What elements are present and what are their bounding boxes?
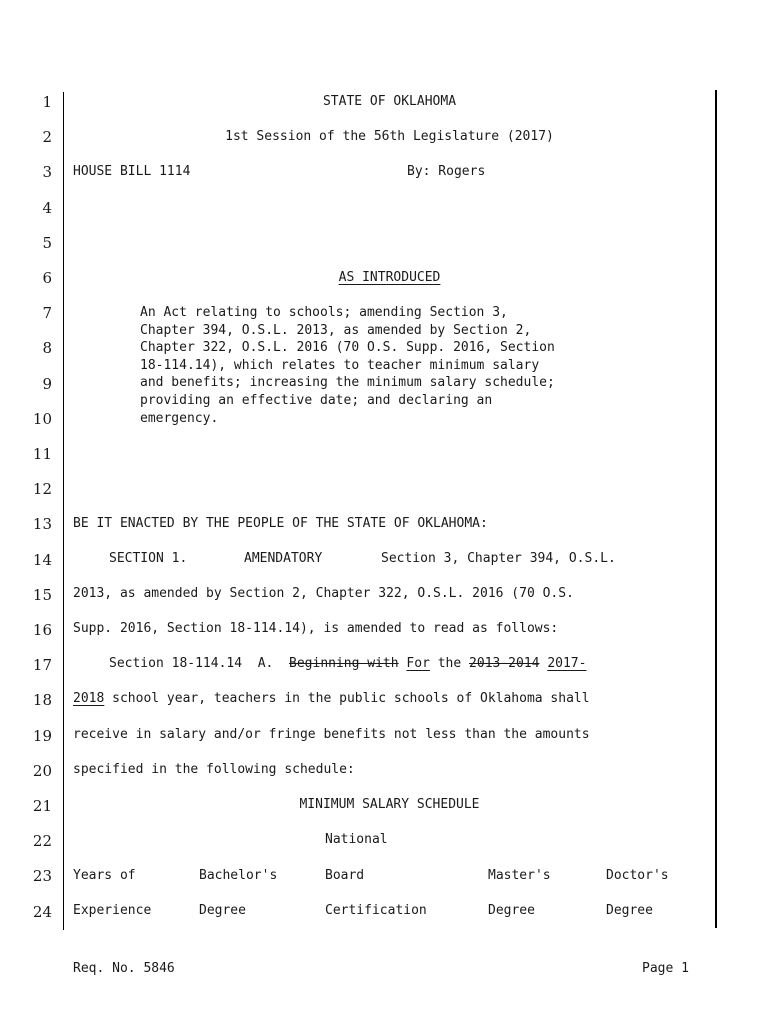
abstract-line: and benefits; increasing the minimum salary schedule; xyxy=(140,375,555,391)
abstract-line: 18-114.14), which relates to teacher minimum salary xyxy=(140,357,540,373)
line-number: 8 xyxy=(42,339,52,357)
abstract-line: Chapter 394, O.S.L. 2013, as amended by Section 2, xyxy=(140,322,532,338)
body-line-18: 2018 school year, teachers in the public schools of Oklahoma shall xyxy=(73,691,590,706)
table-header-cell: Degree xyxy=(606,903,653,918)
section-label: SECTION 1. xyxy=(109,551,188,566)
line-number: 11 xyxy=(32,445,52,463)
body-line-19: receive in salary and/or fringe benefits not less than the amounts xyxy=(73,727,590,742)
page-number: Page 1 xyxy=(642,961,689,976)
body-line-17: Section 18-114.14 A. Beginning with For the 2013-2014 2017- xyxy=(109,656,587,671)
table-header-cell: Bachelor's xyxy=(199,868,278,883)
enacting-clause: BE IT ENACTED BY THE PEOPLE OF THE STATE OF OKLAHOMA: xyxy=(73,516,488,531)
session-heading: 1st Session of the 56th Legislature (2017) xyxy=(225,129,554,144)
table-header-cell: Board xyxy=(325,868,365,883)
right-margin-rule xyxy=(715,90,717,928)
line-number: 9 xyxy=(42,375,52,393)
abstract-line: Chapter 322, O.S.L. 2016 (70 O.S. Supp. 2016, Section xyxy=(140,340,555,356)
schedule-title: MINIMUM SALARY SCHEDULE xyxy=(299,797,480,812)
line-number: 4 xyxy=(42,199,52,217)
line-number: 10 xyxy=(32,410,52,428)
struck-text: Beginning with xyxy=(289,656,399,671)
table-header-cell: Master's xyxy=(488,868,551,883)
line-number: 17 xyxy=(32,656,52,674)
table-header-national: National xyxy=(325,832,388,847)
abstract-line: providing an effective date; and declaring an xyxy=(140,392,493,408)
inserted-text: For xyxy=(406,656,430,671)
table-header-cell: Experience xyxy=(73,903,152,918)
line-number: 13 xyxy=(32,515,52,533)
table-header-cell: Degree xyxy=(199,903,246,918)
line-number: 18 xyxy=(32,691,52,709)
bill-author: By: Rogers xyxy=(407,164,486,179)
line-number: 20 xyxy=(32,762,52,780)
line-number: 15 xyxy=(32,586,52,604)
request-number: Req. No. 5846 xyxy=(73,961,175,976)
line-number: 19 xyxy=(32,727,52,745)
introduced-status: AS INTRODUCED xyxy=(338,270,441,285)
abstract-line: An Act relating to schools; amending Section 3, xyxy=(140,305,508,320)
table-header-cell: Doctor's xyxy=(606,868,669,883)
table-header-cell: Years of xyxy=(73,868,136,883)
inserted-text: 2018 xyxy=(73,691,105,706)
body-line-16: Supp. 2016, Section 18-114.14), is amended to read as follows: xyxy=(73,621,559,636)
table-header-cell: Certification xyxy=(325,903,427,918)
line-number: 12 xyxy=(32,480,52,498)
line-number: 24 xyxy=(32,903,52,921)
line-number: 7 xyxy=(42,304,52,322)
section-reference: Section 3, Chapter 394, O.S.L. xyxy=(381,551,616,566)
body-line-20: specified in the following schedule: xyxy=(73,762,355,777)
line-number: 5 xyxy=(42,234,52,252)
line-number: 6 xyxy=(42,269,52,287)
line-number: 1 xyxy=(42,93,52,111)
abstract-line: emergency. xyxy=(140,410,219,426)
body-line-15: 2013, as amended by Section 2, Chapter 322, O.S.L. 2016 (70 O.S. xyxy=(73,586,574,601)
inserted-text: 2017- xyxy=(547,656,587,671)
line-number: 22 xyxy=(32,832,52,850)
state-heading: STATE OF OKLAHOMA xyxy=(322,94,457,109)
struck-text: 2013-2014 xyxy=(469,656,540,671)
bill-number: HOUSE BILL 1114 xyxy=(73,164,191,179)
line-number: 3 xyxy=(42,163,52,181)
section-type: AMENDATORY xyxy=(244,551,323,566)
line-number: 2 xyxy=(42,128,52,146)
table-header-cell: Degree xyxy=(488,903,535,918)
line-number: 16 xyxy=(32,621,52,639)
line-number: 21 xyxy=(32,797,52,815)
line-number: 14 xyxy=(32,551,52,569)
line-number: 23 xyxy=(32,867,52,885)
bill-abstract xyxy=(140,304,640,427)
